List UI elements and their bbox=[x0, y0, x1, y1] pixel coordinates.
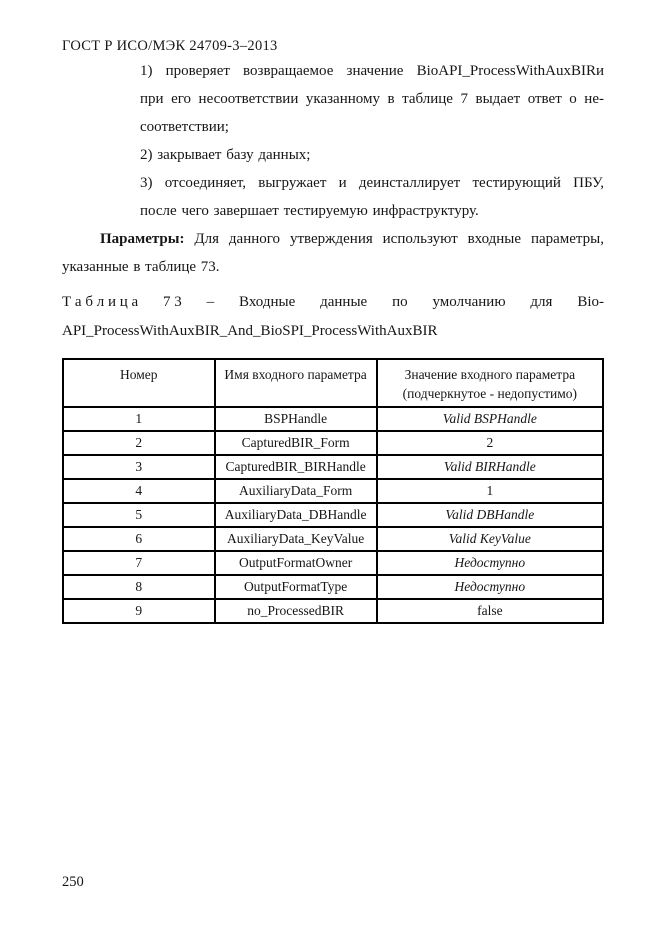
page-number: 250 bbox=[62, 874, 84, 890]
caption-word: по bbox=[392, 294, 408, 310]
cell-number: 5 bbox=[63, 503, 215, 527]
cell-name: AuxiliaryData_KeyValue bbox=[215, 527, 377, 551]
list-item-1-line-2: при его несоответствии указанному в таблице 7 выдает ответ о не- bbox=[140, 91, 604, 107]
page-content bbox=[62, 57, 604, 624]
header-value-line-1: Значение входного параметра bbox=[404, 367, 576, 382]
header-cell-value bbox=[377, 359, 603, 407]
cell-number: 1 bbox=[63, 407, 215, 431]
params-paragraph bbox=[62, 225, 604, 281]
table-row bbox=[63, 575, 603, 599]
cell-number: 2 bbox=[63, 431, 215, 455]
table-caption bbox=[62, 288, 604, 346]
list-item-2-line-1: 2) закрывает базу данных; bbox=[140, 147, 311, 163]
cell-name: no_ProcessedBIR bbox=[215, 599, 377, 623]
table-row bbox=[63, 551, 603, 575]
list-item-3-line-2: после чего завершает тестируемую инфраструктуру. bbox=[140, 203, 479, 219]
table-row bbox=[63, 455, 603, 479]
cell-value: Valid KeyValue bbox=[377, 527, 603, 551]
cell-value: 2 bbox=[377, 431, 603, 455]
cell-value: false bbox=[377, 599, 603, 623]
table-header-row bbox=[63, 359, 603, 407]
cell-name: OutputFormatType bbox=[215, 575, 377, 599]
caption-dash: – bbox=[206, 294, 215, 310]
cell-number: 3 bbox=[63, 455, 215, 479]
cell-name: AuxiliaryData_Form bbox=[215, 479, 377, 503]
caption-word: умолчанию bbox=[432, 294, 506, 310]
caption-word: для bbox=[530, 294, 553, 310]
header-value-line-2: (подчеркнутое - недопустимо) bbox=[402, 386, 578, 401]
cell-number: 8 bbox=[63, 575, 215, 599]
cell-value: 1 bbox=[377, 479, 603, 503]
list-item-1-line-3: соответствии; bbox=[140, 119, 229, 135]
caption-word: Т а б л и ц а bbox=[62, 294, 139, 310]
table-row bbox=[63, 527, 603, 551]
caption-word: Bio- bbox=[577, 294, 604, 310]
numbered-list bbox=[62, 57, 604, 225]
cell-name: CapturedBIR_BIRHandle bbox=[215, 455, 377, 479]
cell-name: BSPHandle bbox=[215, 407, 377, 431]
params-line-1-text: Для данного утверждения используют входные параметры, bbox=[194, 231, 605, 247]
cell-name: OutputFormatOwner bbox=[215, 551, 377, 575]
params-label: Параметры: bbox=[100, 231, 185, 247]
table-row bbox=[63, 503, 603, 527]
doc-header: ГОСТ Р ИСО/МЭК 24709-3–2013 bbox=[62, 38, 278, 54]
cell-value: Valid BSPHandle bbox=[377, 407, 603, 431]
list-item-1-line-1: 1) проверяет возвращаемое значение BioAPI_ProcessWithAuxBIRи bbox=[140, 63, 604, 79]
table-row bbox=[63, 599, 603, 623]
header-cell-number: Номер bbox=[63, 359, 215, 407]
cell-number: 9 bbox=[63, 599, 215, 623]
table-row bbox=[63, 407, 603, 431]
caption-word: данные bbox=[320, 294, 368, 310]
cell-value: Valid DBHandle bbox=[377, 503, 603, 527]
table-caption-line-2: API_ProcessWithAuxBIR_And_BioSPI_ProcessWithAuxBIR bbox=[62, 323, 438, 339]
input-parameters-table bbox=[62, 358, 604, 624]
cell-number: 7 bbox=[63, 551, 215, 575]
cell-number: 4 bbox=[63, 479, 215, 503]
cell-value: Недоступно bbox=[377, 575, 603, 599]
cell-name: CapturedBIR_Form bbox=[215, 431, 377, 455]
caption-word: Входные bbox=[239, 294, 296, 310]
cell-value: Недоступно bbox=[377, 551, 603, 575]
list-item-3-line-1: 3) отсоединяет, выгружает и деинсталлирует тестирующий ПБУ, bbox=[140, 175, 604, 191]
params-line-1 bbox=[62, 225, 604, 253]
table-row bbox=[63, 431, 603, 455]
params-line-2: указанные в таблице 73. bbox=[62, 259, 220, 275]
table-row bbox=[63, 479, 603, 503]
header-cell-name: Имя входного параметра bbox=[215, 359, 377, 407]
cell-number: 6 bbox=[63, 527, 215, 551]
cell-name: AuxiliaryData_DBHandle bbox=[215, 503, 377, 527]
cell-value: Valid BIRHandle bbox=[377, 455, 603, 479]
table-caption-line-1 bbox=[62, 288, 604, 317]
caption-word: 7 3 bbox=[163, 294, 182, 310]
